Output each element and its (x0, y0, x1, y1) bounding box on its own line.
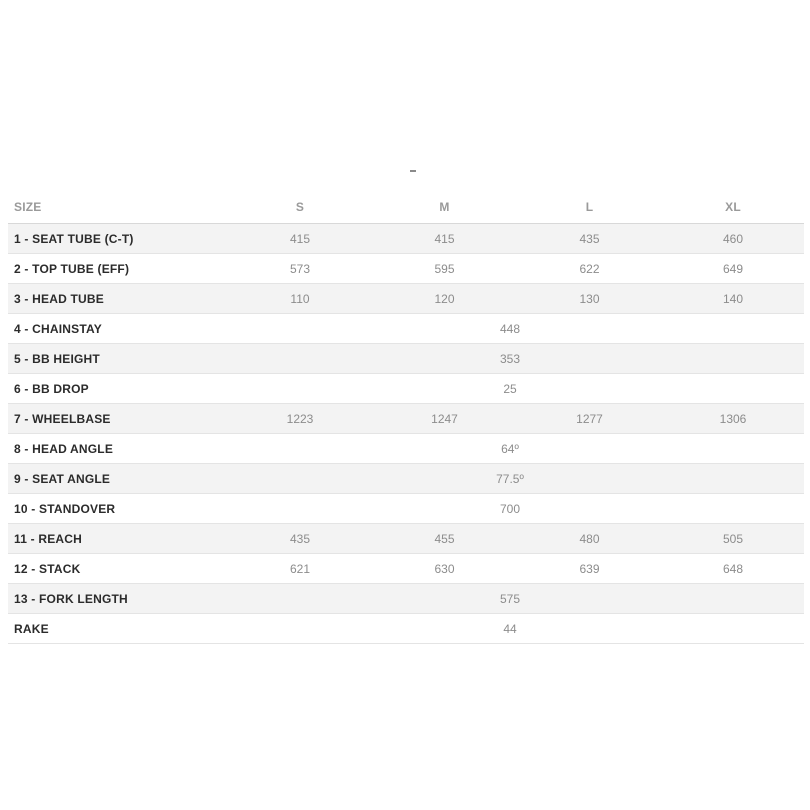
cell-value: 415 (372, 224, 517, 254)
cell-value: 648 (662, 554, 804, 584)
table-row (8, 254, 804, 284)
row-label: 6 - BB DROP (8, 374, 228, 404)
value-text: 448 (499, 321, 521, 336)
value-text: 64º (501, 441, 519, 456)
value-text: 77.5º (496, 471, 524, 486)
table-row (8, 344, 804, 374)
cell-value-all-sizes (228, 494, 804, 524)
row-label: 9 - SEAT ANGLE (8, 464, 228, 494)
row-label: 7 - WHEELBASE (8, 404, 228, 434)
cell-value-all-sizes (228, 344, 804, 374)
cell-value-all-sizes (228, 374, 804, 404)
cell-value: 621 (228, 554, 372, 584)
cell-value: 573 (228, 254, 372, 284)
value-text: 700 (499, 501, 521, 516)
value-text: 44 (503, 621, 517, 636)
row-label: 3 - HEAD TUBE (8, 284, 228, 314)
cell-value: 505 (662, 524, 804, 554)
table-row (8, 224, 804, 254)
value-text: 25 (503, 381, 517, 396)
cell-value: 140 (662, 284, 804, 314)
cell-value: 455 (372, 524, 517, 554)
cell-value: 1223 (228, 404, 372, 434)
cell-value: 435 (517, 224, 662, 254)
header-size: SIZE (8, 190, 228, 224)
header-l: L (517, 190, 662, 224)
value-text: 353 (499, 351, 521, 366)
cell-value-all-sizes (228, 614, 804, 644)
header-s: S (228, 190, 372, 224)
table-row (8, 524, 804, 554)
cell-value-all-sizes (228, 464, 804, 494)
table-row (8, 434, 804, 464)
table-row (8, 584, 804, 614)
cell-value: 1277 (517, 404, 662, 434)
row-label: RAKE (8, 614, 228, 644)
row-label: 11 - REACH (8, 524, 228, 554)
table-row (8, 284, 804, 314)
dash-mark (410, 170, 416, 172)
table-row (8, 404, 804, 434)
row-label: 4 - CHAINSTAY (8, 314, 228, 344)
cell-value: 120 (372, 284, 517, 314)
cell-value: 110 (228, 284, 372, 314)
row-label: 8 - HEAD ANGLE (8, 434, 228, 464)
table-row (8, 614, 804, 644)
header-m: M (372, 190, 517, 224)
cell-value: 630 (372, 554, 517, 584)
table-row (8, 374, 804, 404)
row-label: 13 - FORK LENGTH (8, 584, 228, 614)
row-label: 2 - TOP TUBE (EFF) (8, 254, 228, 284)
cell-value: 639 (517, 554, 662, 584)
cell-value-all-sizes (228, 314, 804, 344)
row-label: 5 - BB HEIGHT (8, 344, 228, 374)
cell-value: 649 (662, 254, 804, 284)
geometry-table (8, 190, 804, 644)
cell-value: 622 (517, 254, 662, 284)
table-row (8, 494, 804, 524)
cell-value-all-sizes (228, 584, 804, 614)
cell-value: 480 (517, 524, 662, 554)
header-row (8, 190, 804, 224)
table-row (8, 464, 804, 494)
table-row (8, 314, 804, 344)
cell-value: 1306 (662, 404, 804, 434)
row-label: 12 - STACK (8, 554, 228, 584)
cell-value: 130 (517, 284, 662, 314)
cell-value: 595 (372, 254, 517, 284)
row-label: 10 - STANDOVER (8, 494, 228, 524)
cell-value: 1247 (372, 404, 517, 434)
header-xl: XL (662, 190, 804, 224)
cell-value: 435 (228, 524, 372, 554)
row-label: 1 - SEAT TUBE (C-T) (8, 224, 228, 254)
cell-value: 460 (662, 224, 804, 254)
cell-value: 415 (228, 224, 372, 254)
cell-value-all-sizes (228, 434, 804, 464)
table-row (8, 554, 804, 584)
value-text: 575 (499, 591, 521, 606)
